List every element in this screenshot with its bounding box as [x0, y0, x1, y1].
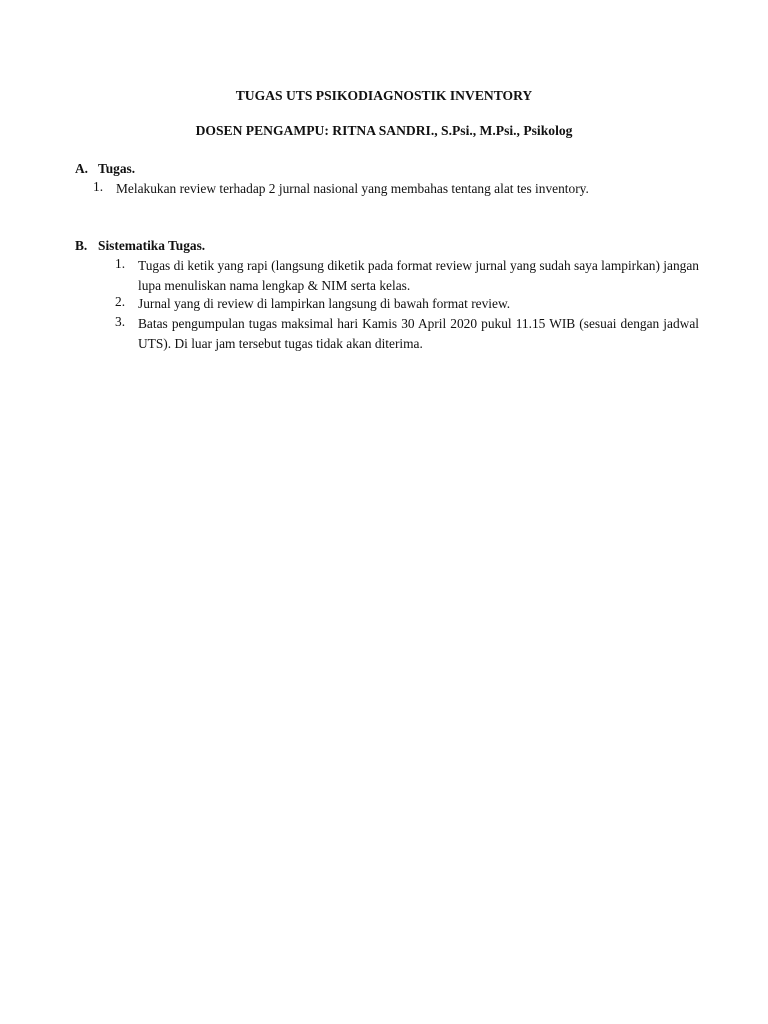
list-item-number: 3.: [115, 314, 126, 329]
section-title: Tugas.: [98, 161, 136, 176]
lecturer-line: DOSEN PENGAMPU: RITNA SANDRI., S.Psi., M.Psi., Psikolog: [195, 123, 573, 138]
list-item-number: 1.: [115, 256, 126, 271]
section-letter: B.: [75, 238, 88, 253]
list-item-text: Melakukan review terhadap 2 jurnal nasional yang membahas tentang alat tes inventory.: [116, 181, 589, 196]
list-item-number: 1.: [93, 179, 104, 194]
list-item-text: Tugas di ketik yang rapi (langsung diketik pada format review jurnal yang sudah saya lampirkan) jangan lupa menuliskan nama lengkap & NIM serta kelas.: [138, 258, 699, 293]
document-title: TUGAS UTS PSIKODIAGNOSTIK INVENTORY: [235, 88, 533, 103]
list-item-text: Batas pengumpulan tugas maksimal hari Kamis 30 April 2020 pukul 11.15 WIB (sesuai dengan jadwal UTS). Di luar jam tersebut tugas tidak akan diterima.: [138, 316, 699, 351]
section-title: Sistematika Tugas.: [98, 238, 206, 253]
section-heading-sistematika: [75, 238, 205, 254]
section-heading-tugas: [75, 161, 135, 177]
section-letter: A.: [75, 161, 89, 176]
list-item-text: Jurnal yang di review di lampirkan langsung di bawah format review.: [138, 296, 511, 311]
list-item-number: 2.: [115, 294, 126, 309]
